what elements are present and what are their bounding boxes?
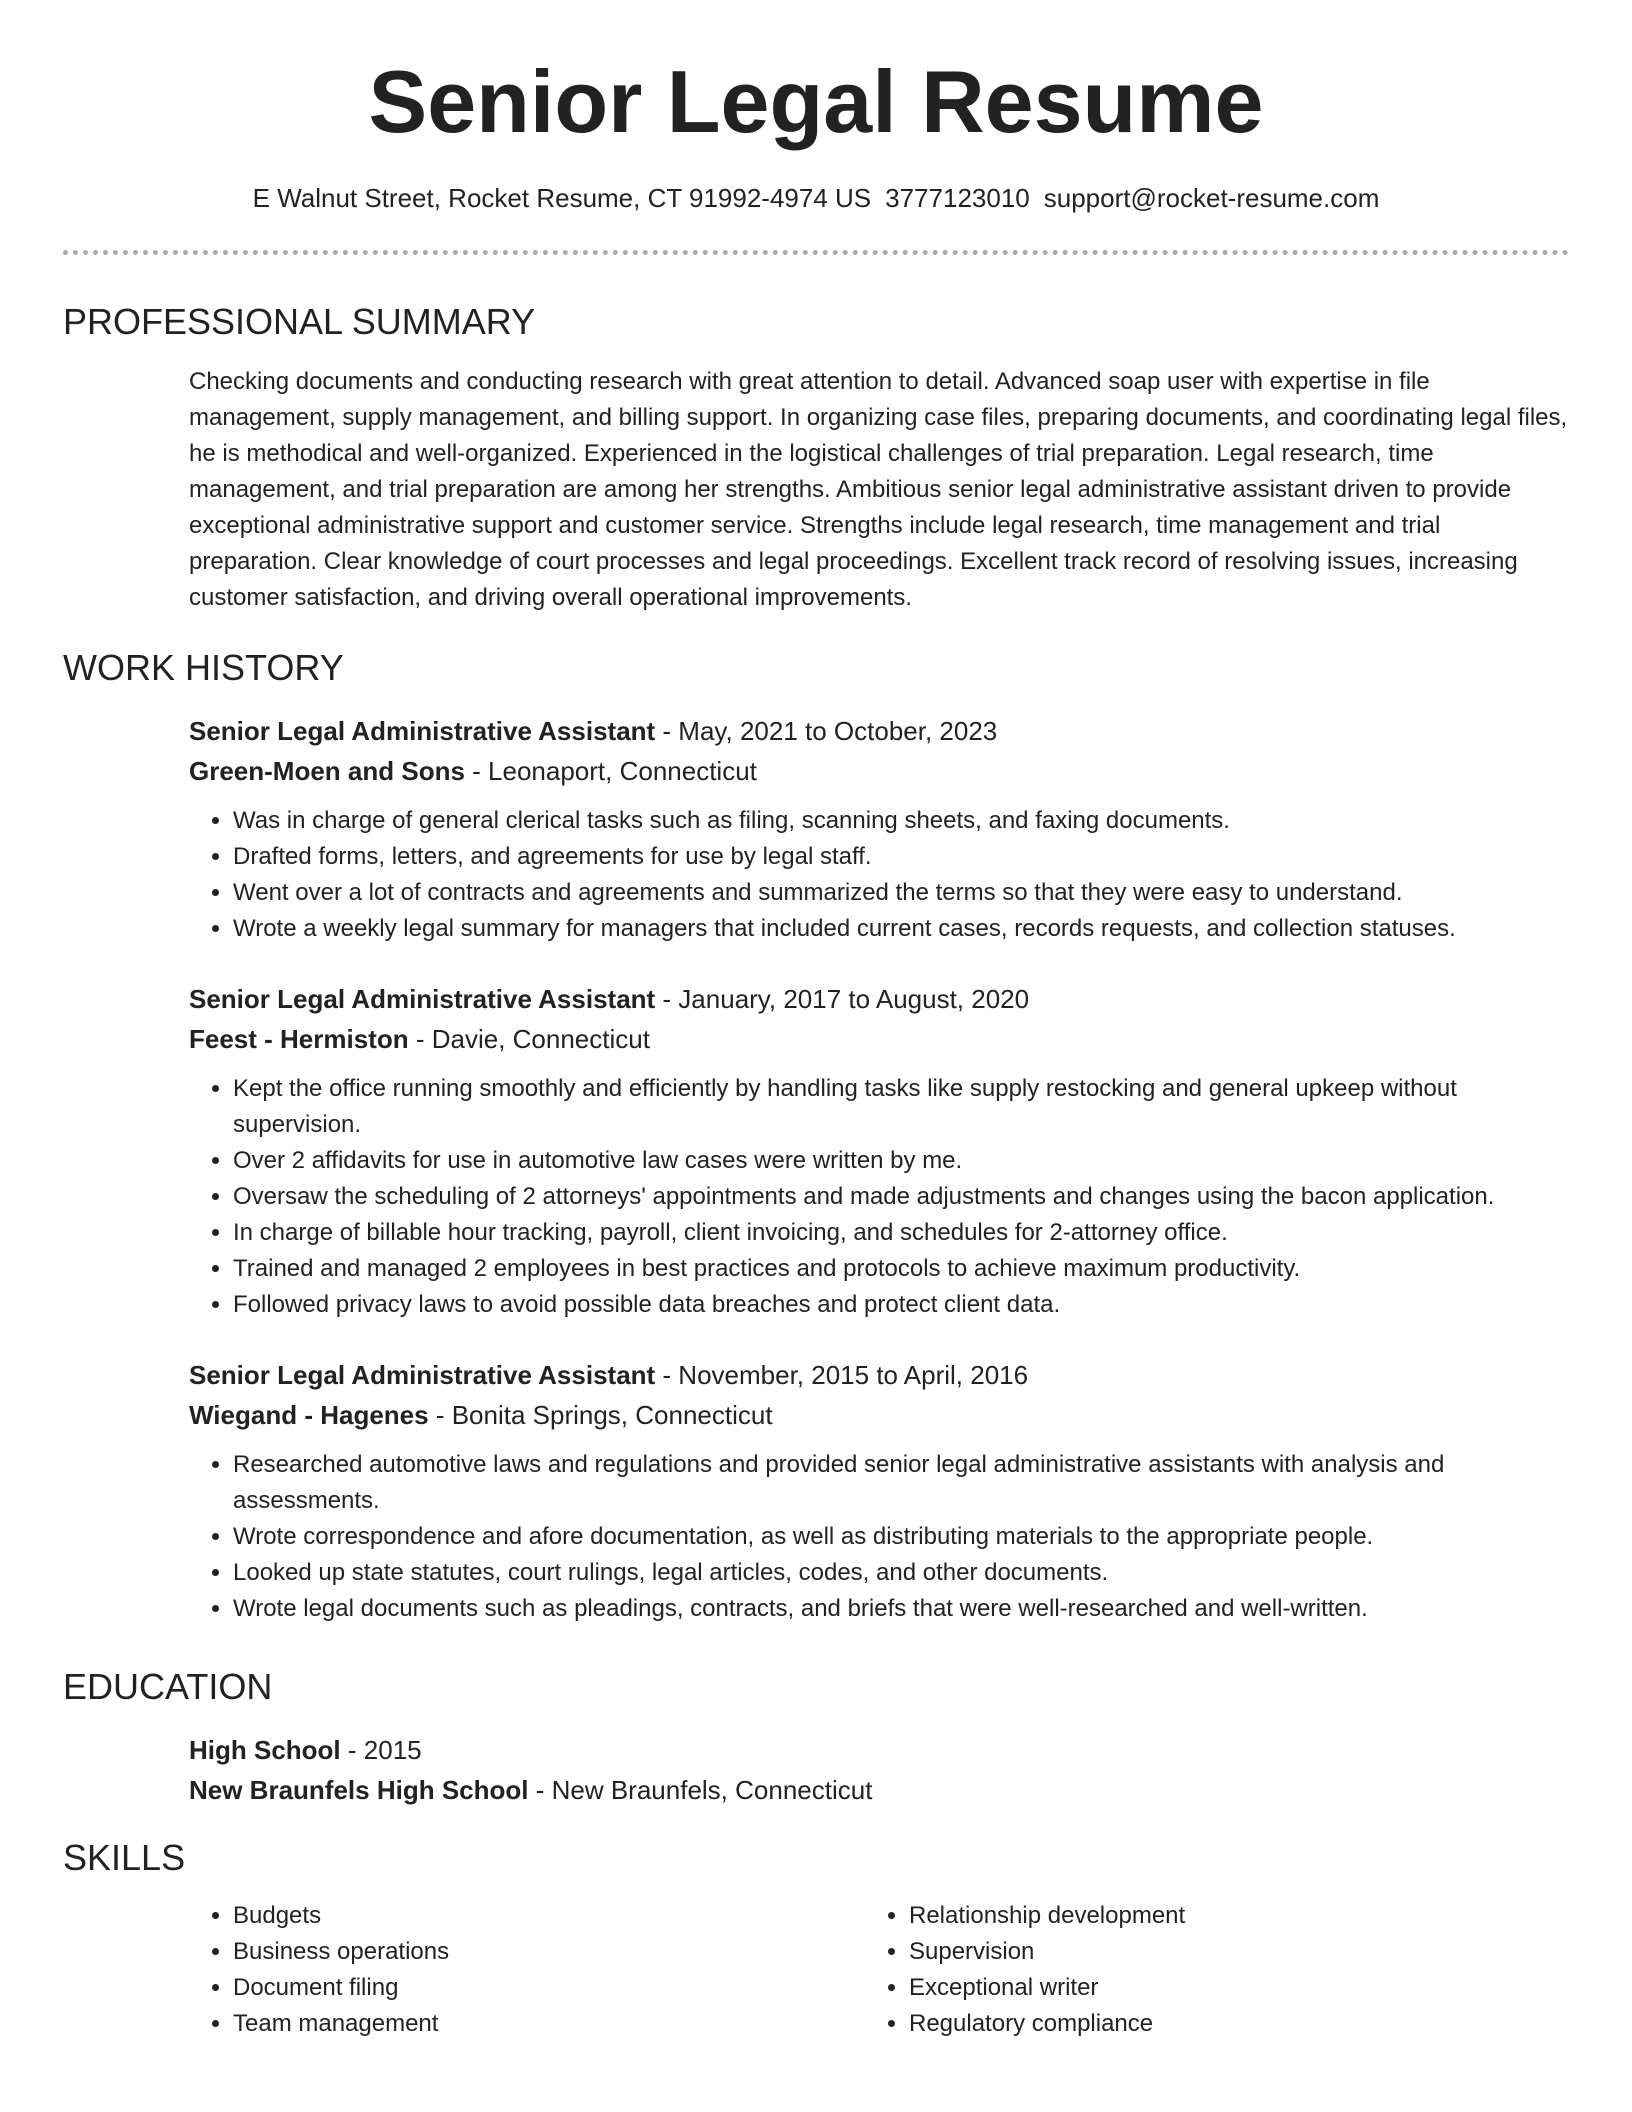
job-location: - Bonita Springs, Connecticut (428, 1400, 773, 1430)
skill-item: • Supervision (909, 1934, 1569, 1970)
job-title: Senior Legal Administrative Assistant (189, 984, 656, 1014)
job-bullet: • Wrote a weekly legal summary for managers that included current cases, records requests, and collection statuses. (233, 911, 1569, 947)
education-degree-line (189, 1730, 1569, 1770)
section-title-skills: SKILLS (63, 1837, 186, 1878)
job-title-line (189, 979, 1569, 1019)
skills-list-left (189, 1898, 853, 2042)
job-bullet: • Kept the office running smoothly and efficiently by handling tasks like supply restocking and general upkeep without supervision. (233, 1071, 1569, 1143)
job-bullet: • In charge of billable hour tracking, payroll, client invoicing, and schedules for 2-attorney office. (233, 1215, 1569, 1251)
job-title: Senior Legal Administrative Assistant (189, 1360, 656, 1390)
job-bullets (189, 803, 1569, 947)
job-bullet: • Went over a lot of contracts and agreements and summarized the terms so that they were easy to understand. (233, 875, 1569, 911)
section-title-work-history: WORK HISTORY (63, 647, 344, 688)
job-company: Wiegand - Hagenes (189, 1400, 429, 1430)
job-dates: - January, 2017 to August, 2020 (655, 984, 1030, 1014)
job-bullet: • Was in charge of general clerical tasks such as filing, scanning sheets, and faxing documents. (233, 803, 1569, 839)
skill-item: • Regulatory compliance (909, 2006, 1569, 2042)
contact-line (0, 178, 1632, 218)
job-company: Feest - Hermiston (189, 1024, 409, 1054)
header-divider (63, 250, 1569, 255)
job-title-line (189, 711, 1569, 751)
job-company-line (189, 751, 1569, 791)
job-bullet: • Researched automotive laws and regulations and provided senior legal administrative assistants with analysis and assessments. (233, 1447, 1569, 1519)
job-bullet: • Oversaw the scheduling of 2 attorneys' appointments and made adjustments and changes using the bacon application. (233, 1179, 1569, 1215)
job-bullet: • Followed privacy laws to avoid possible data breaches and protect client data. (233, 1287, 1569, 1323)
education-year: - 2015 (340, 1735, 422, 1765)
skill-item: • Budgets (233, 1898, 853, 1934)
job-bullet: • Drafted forms, letters, and agreements for use by legal staff. (233, 839, 1569, 875)
job-bullet: • Wrote legal documents such as pleadings, contracts, and briefs that were well-researched and well-written. (233, 1591, 1569, 1627)
skill-item: • Relationship development (909, 1898, 1569, 1934)
education-school-line (189, 1770, 1569, 1810)
job-dates: - November, 2015 to April, 2016 (655, 1360, 1029, 1390)
job-company: Green-Moen and Sons (189, 756, 465, 786)
skill-item: • Exceptional writer (909, 1970, 1569, 2006)
section-title-summary: PROFESSIONAL SUMMARY (63, 301, 536, 342)
resume-title: Senior Legal Resume (368, 52, 1264, 151)
section-title-education: EDUCATION (63, 1666, 273, 1707)
job-entry (189, 1355, 1569, 1627)
contact-email: support@rocket-resume.com (1043, 183, 1380, 213)
job-entry (189, 711, 1569, 947)
job-title: Senior Legal Administrative Assistant (189, 716, 656, 746)
contact-address: E Walnut Street, Rocket Resume, CT 91992-4974 US (252, 183, 872, 213)
education-entry (189, 1730, 1569, 1810)
education-school: New Braunfels High School (189, 1775, 529, 1805)
contact-phone: 3777123010 (885, 183, 1030, 213)
job-title-line (189, 1355, 1569, 1395)
skills-list-right (865, 1898, 1569, 2042)
skill-item: • Team management (233, 2006, 853, 2042)
job-bullets (189, 1447, 1569, 1627)
education-degree: High School (189, 1735, 341, 1765)
skill-item: • Business operations (233, 1934, 853, 1970)
job-dates: - May, 2021 to October, 2023 (655, 716, 998, 746)
job-bullet: • Looked up state statutes, court rulings, legal articles, codes, and other documents. (233, 1555, 1569, 1591)
job-bullet: • Over 2 affidavits for use in automotive law cases were written by me. (233, 1143, 1569, 1179)
job-company-line (189, 1395, 1569, 1435)
skill-item: • Document filing (233, 1970, 853, 2006)
job-company-line (189, 1019, 1569, 1059)
job-bullet: • Wrote correspondence and afore documentation, as well as distributing materials to the appropriate people. (233, 1519, 1569, 1555)
job-location: - Davie, Connecticut (408, 1024, 650, 1054)
job-entry (189, 979, 1569, 1323)
summary-text: Checking documents and conducting research with great attention to detail. Advanced soap user with expertise in file management, supply management, and billing support. In organizing case files, preparing documents, and coordinating legal files, he is methodical and well-organized. Experienced in the logistical challenges of trial preparation. Legal research, time management, and trial preparation are among her strengths. Ambitious senior legal administrative assistant driven to provide exceptional administrative support and customer service. Strengths include legal research, time management and trial preparation. Clear knowledge of court processes and legal proceedings. Excellent track record of resolving issues, increasing customer satisfaction, and driving overall operational improvements. (189, 368, 1568, 611)
job-location: - Leonaport, Connecticut (464, 756, 757, 786)
job-bullet: • Trained and managed 2 employees in best practices and protocols to achieve maximum productivity. (233, 1251, 1569, 1287)
job-bullets (189, 1071, 1569, 1323)
education-location: - New Braunfels, Connecticut (528, 1775, 873, 1805)
